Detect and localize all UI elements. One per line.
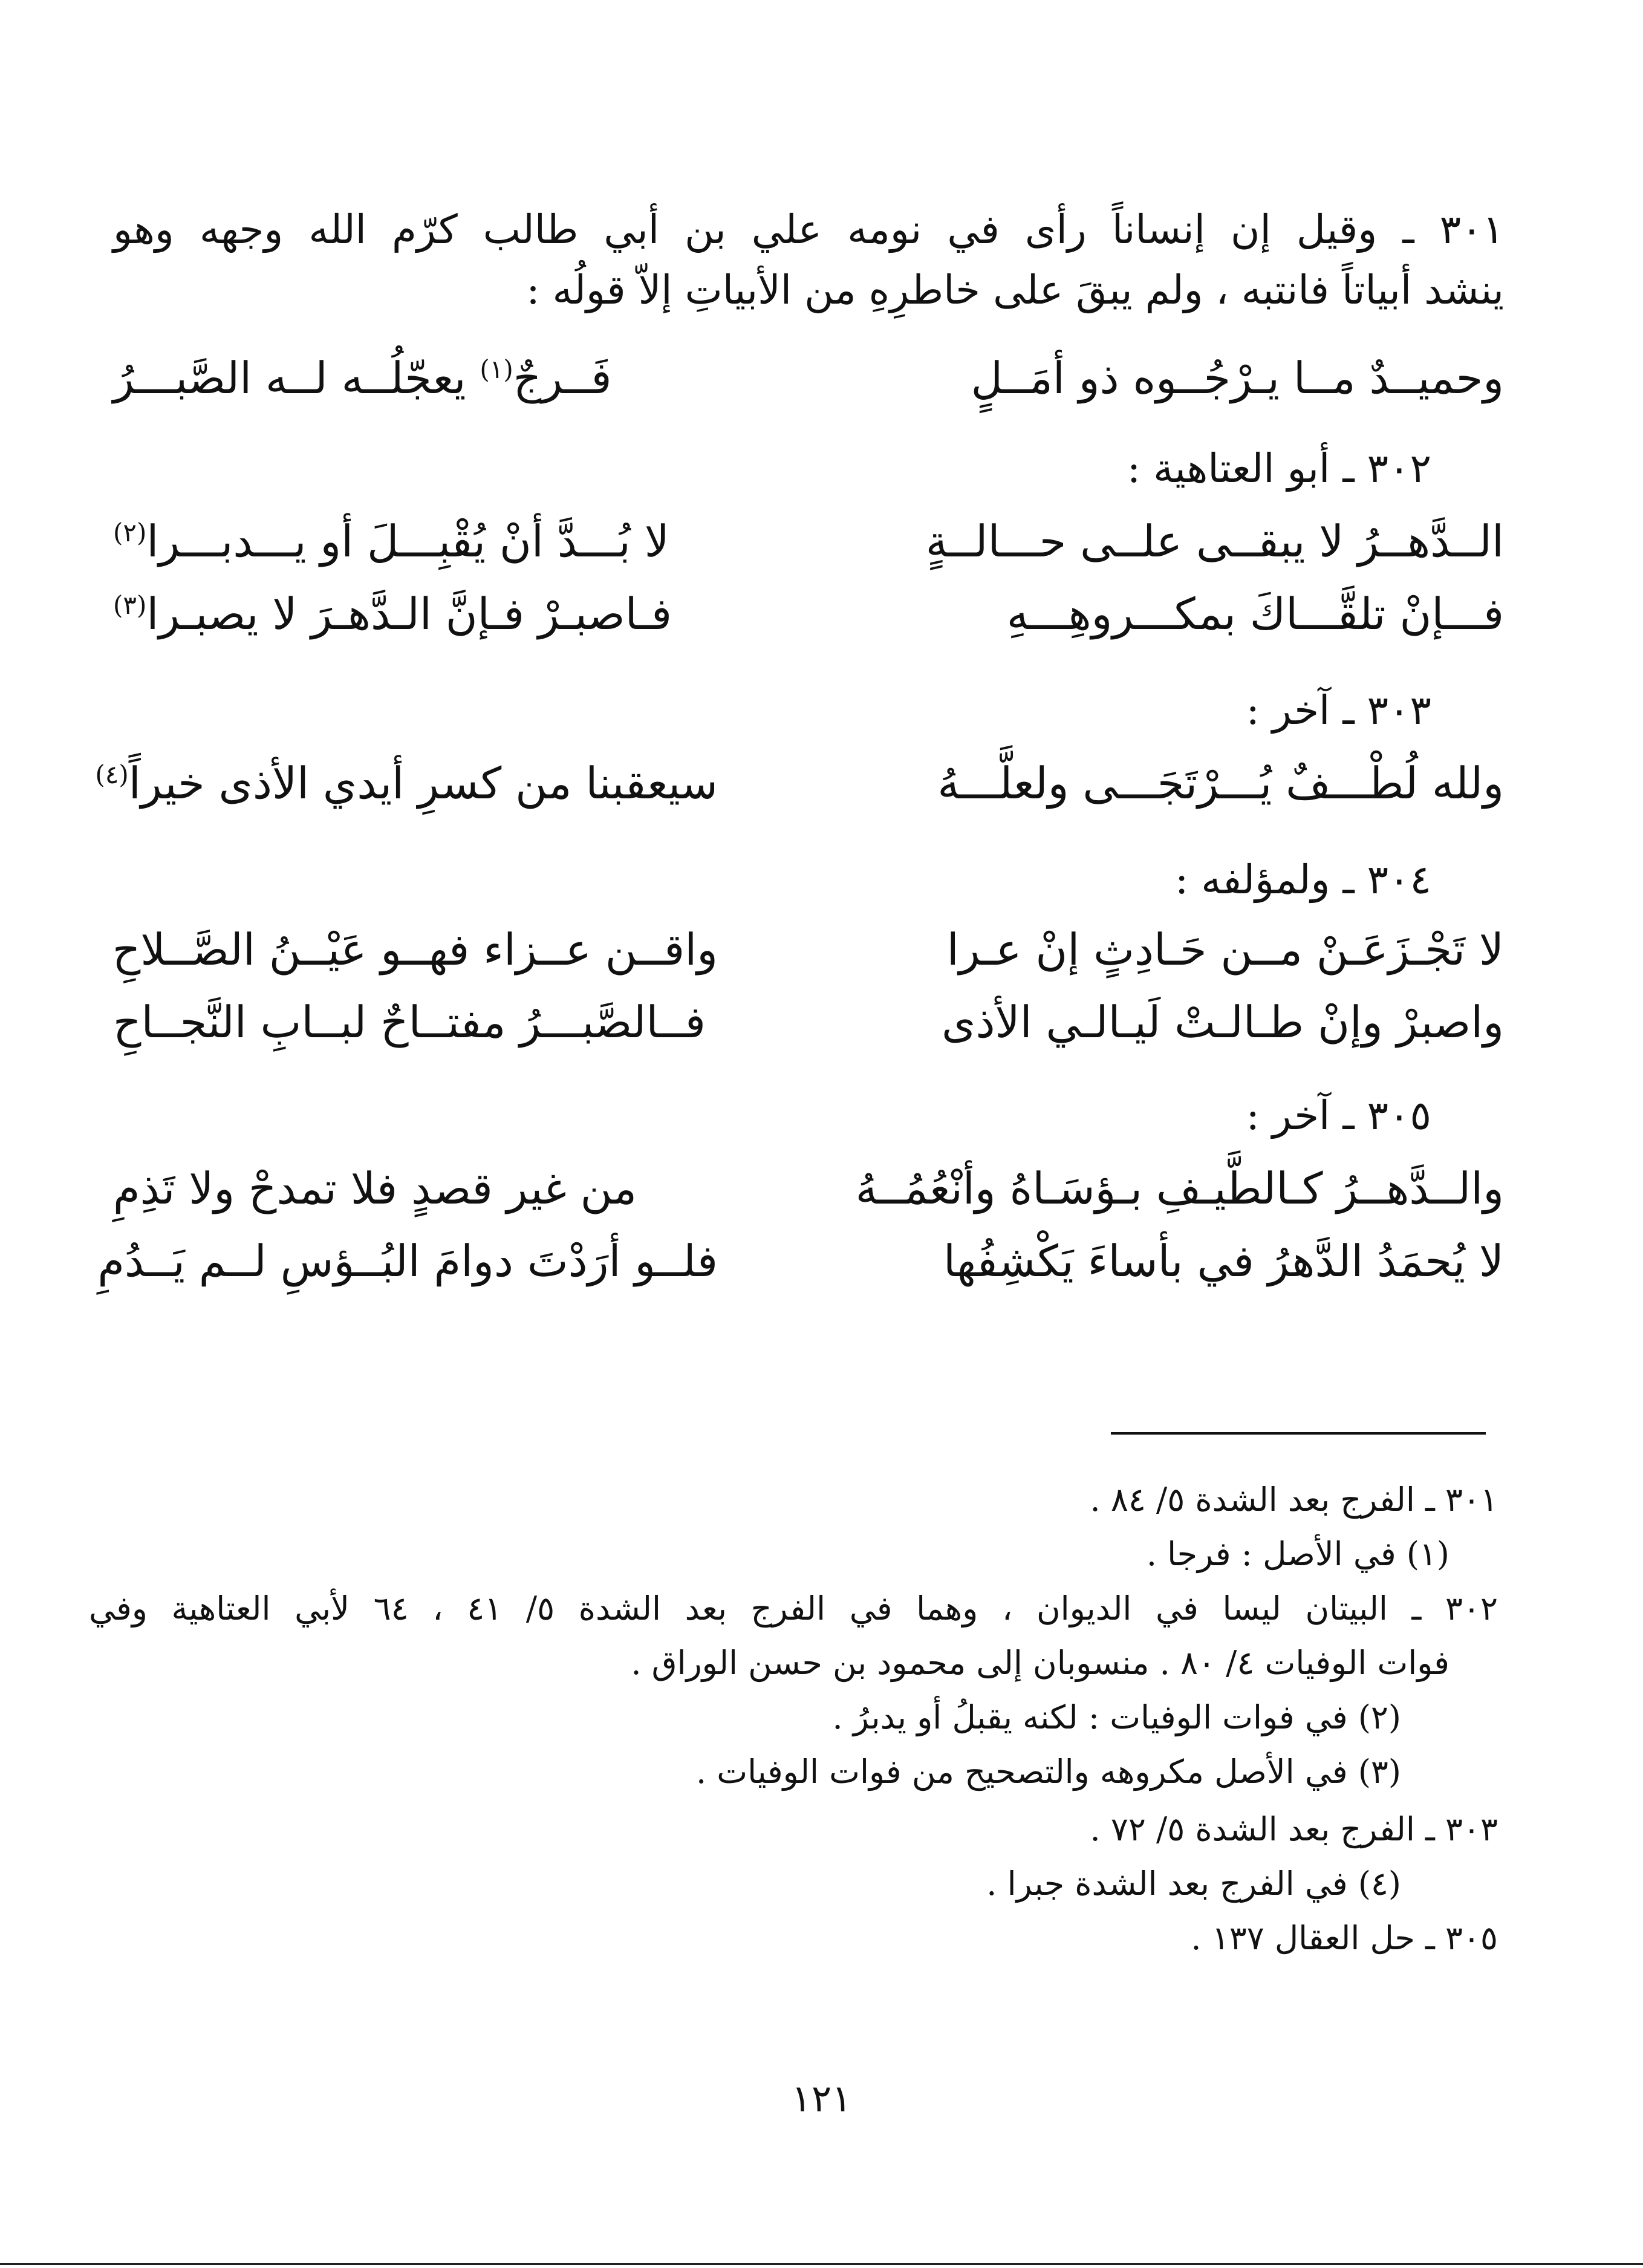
verse-first-hemistich: وحميــدٌ مــا يـرْجُــوه ذو أمَــلٍ	[971, 353, 1504, 403]
entry-304-heading: ٣٠٤ ـ ولمؤلفه :	[1175, 856, 1431, 903]
footnote-302-line-1: ٣٠٢ ـ البيتان ليسا في الديوان ، وهما في الفرج بعد الشدة ٥/ ٤١ ، ٦٤ لأبي العتاهية وفي	[89, 1589, 1498, 1628]
footnote-marker-3: (٣)	[113, 590, 147, 620]
entry-301-line-2: ينشد أبياتاً فانتبه ، ولم يبقَ على خاطرِهِ من الأبياتِ إلاّ قولُه :	[526, 267, 1504, 313]
footnote-1: (١) في الأصل : فرجا .	[1146, 1535, 1449, 1573]
verse-first-hemistich: واصبرْ وإنْ طـالـتْ لَيـالـي الأذى	[942, 997, 1504, 1048]
verse-second-hemistich: فلــو أرَدْتَ دوامَ البُــؤسِ لــم يَــدُمِ	[97, 1236, 718, 1286]
verse-text: فـاصبـرْ فـإنَّ الـدَّهـرَ لا يصبـرا	[146, 588, 672, 639]
verse-text: سيعقبنا من كسرِ أيدي الأذى خيراً	[128, 758, 718, 809]
footnote-2: (٢) في فوات الوفيات : لكنه يقبلُ أو يدبرُ .	[832, 1698, 1401, 1736]
verse-text: لا بُـــدَّ أنْ يُقْبِـــلَ أو يـــدبـــرا	[146, 516, 669, 567]
entry-304-verse-2	[113, 986, 1504, 1058]
verse-second-hemistich: واقــن عــزاء فهــو عَيْــنُ الصَّــلاحِ	[112, 924, 718, 975]
footnote-301: ٣٠١ ـ الفرج بعد الشدة ٥/ ٨٤ .	[1090, 1481, 1498, 1519]
page-number: ١٢١	[791, 2076, 852, 2120]
footnote-marker-2: (٢)	[113, 518, 147, 547]
footnote-302-line-2: فوات الوفيات ٤/ ٨٠ . منسوبان إلى محمود بن حسن الوراق .	[631, 1644, 1449, 1682]
entry-305-heading: ٣٠٥ ـ آخر :	[1246, 1092, 1431, 1139]
entry-303-heading: ٣٠٣ ـ آخر :	[1246, 687, 1431, 734]
entry-305-verse-1	[113, 1152, 1504, 1225]
verse-word-rest: يعجّلُــه لــه الصَّبـــرُ	[113, 353, 480, 403]
verse-first-hemistich: والــدَّهــرُ كـالطَّيـفِ بـؤسَـاهُ وأنْعُمُــهُ	[855, 1163, 1504, 1214]
verse-second-hemistich: من غير قصدٍ فلا تمدحْ ولا تَذِمِ	[113, 1163, 637, 1214]
verse-second-hemistich	[95, 747, 718, 820]
verse-first-hemistich: لا تَجْـزَعَـنْ مــن حَـادِثٍ إنْ عـرا	[946, 924, 1504, 975]
verse-first-hemistich: ولله لُطْـــفٌ يُـــرْتَجَـــى ولعلَّـــهُ	[937, 758, 1504, 809]
verse-second-hemistich	[113, 578, 718, 650]
verse-second-hemistich	[113, 505, 718, 578]
entry-304-verse-1	[113, 913, 1504, 986]
entry-301-line-1: ٣٠١ ـ وقيل إن إنساناً رأى في نومه علي بن أبي طالب كرّم الله وجهه وهو	[113, 206, 1504, 253]
footnote-305: ٣٠٥ ـ حل العقال ١٣٧ .	[1191, 1919, 1498, 1957]
footnote-303: ٣٠٣ ـ الفرج بعد الشدة ٥/ ٧٢ .	[1090, 1810, 1498, 1848]
entry-302-heading: ٣٠٢ ـ أبو العتاهية :	[1127, 445, 1431, 492]
entry-301-verse	[113, 342, 1504, 414]
verse-second-hemistich: فــالصَّبـــرُ مفتــاحٌ لبــابِ النَّجــاحِ	[113, 997, 706, 1048]
verse-word: فَــرجٌ	[513, 353, 612, 403]
verse-first-hemistich: الــدَّهــرُ لا يبقــى علــى حـــالــةٍ	[925, 516, 1504, 567]
entry-303-verse-1	[95, 747, 1504, 820]
entry-302-verse-2	[113, 578, 1504, 650]
footnote-marker-1: (١)	[480, 354, 513, 384]
footnote-4: (٤) في الفرج بعد الشدة جبرا .	[986, 1865, 1401, 1903]
footnote-3: (٣) في الأصل مكروهه والتصحيح من فوات الوفيات .	[695, 1753, 1401, 1791]
footnote-marker-4: (٤)	[95, 760, 129, 789]
entry-302-verse-1	[113, 505, 1504, 578]
footnote-divider	[1111, 1432, 1486, 1435]
scan-bottom-edge	[0, 2263, 1643, 2265]
verse-second-hemistich	[113, 342, 718, 414]
verse-first-hemistich: فـــإنْ تلقَّـــاكَ بمكـــروهِـــهِ	[1006, 588, 1504, 639]
entry-305-verse-2	[97, 1225, 1504, 1297]
verse-first-hemistich: لا يُحمَدُ الدَّهرُ في بأساءَ يَكْشِفُها	[943, 1236, 1504, 1286]
